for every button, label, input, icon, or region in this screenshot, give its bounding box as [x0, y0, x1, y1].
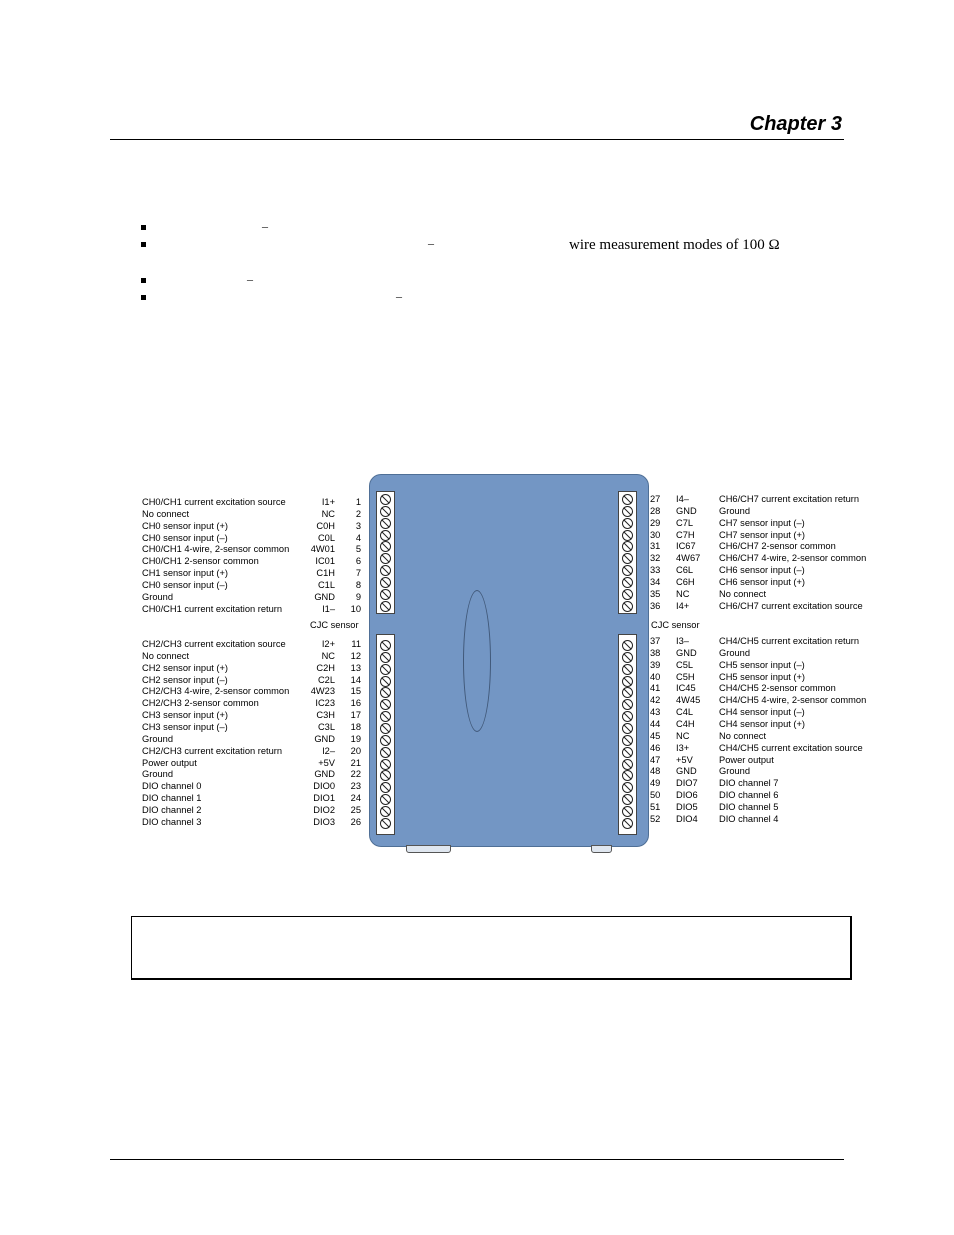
- pin-signal: C6L: [676, 565, 694, 576]
- pin-description: Ground: [719, 505, 751, 516]
- pin-description: CH0/CH1 4-wire, 2-sensor common: [142, 544, 290, 555]
- pin-description: CH0/CH1 2-sensor common: [142, 556, 259, 567]
- pin-number: 19: [350, 733, 361, 744]
- screw-terminal: [622, 640, 633, 651]
- pin-number: 14: [350, 674, 361, 685]
- pin-signal: GND: [314, 733, 335, 744]
- pin-signal: C0H: [316, 520, 335, 531]
- pin-signal: C5L: [676, 659, 694, 670]
- note-box: [131, 916, 852, 980]
- pin-number: 50: [650, 790, 661, 801]
- screw-terminal: [622, 747, 633, 758]
- pin-description: CH7 sensor input (–): [719, 517, 805, 528]
- pin-description: Ground: [719, 647, 751, 658]
- pin-signal: C3H: [316, 710, 335, 721]
- pin-number: 44: [650, 718, 661, 729]
- pin-signal: DIO6: [676, 790, 698, 801]
- pin-number: 13: [350, 662, 361, 673]
- pin-signal: +5V: [318, 757, 335, 768]
- pin-description: DIO channel 2: [142, 804, 202, 815]
- pin-description: DIO channel 6: [719, 790, 779, 801]
- pin-signal: NC: [676, 730, 690, 741]
- pin-number: 4: [355, 532, 361, 543]
- pin-number: 48: [650, 766, 661, 777]
- screw-terminal: [622, 723, 633, 734]
- screw-terminal: [380, 506, 391, 517]
- cjc-sensor-label-left: CJC sensor: [310, 620, 359, 630]
- pin-number: 39: [650, 659, 661, 670]
- device-enclosure: [369, 474, 649, 847]
- screw-terminal: [380, 577, 391, 588]
- pin-description: CH0 sensor input (–): [142, 579, 228, 590]
- pin-number: 6: [355, 556, 361, 567]
- pin-signal: C2H: [316, 662, 335, 673]
- screw-terminal: [622, 494, 633, 505]
- pin-description: CH6/CH7 current excitation return: [719, 494, 860, 504]
- pin-description: No connect: [142, 650, 190, 661]
- footer-rule: [110, 1159, 844, 1160]
- pin-description: DIO channel 3: [142, 816, 202, 827]
- pin-description: Power output: [719, 754, 774, 765]
- pin-signal: I3+: [676, 742, 690, 753]
- pin-description: Ground: [142, 769, 174, 780]
- pin-description: CH6 sensor input (–): [719, 565, 805, 576]
- screw-terminal: [622, 577, 633, 588]
- pin-signal: 4W23: [310, 686, 335, 697]
- pin-number: 36: [650, 600, 661, 611]
- pin-number: 26: [350, 816, 361, 827]
- header-rule: [110, 139, 844, 140]
- screw-terminal: [622, 818, 633, 829]
- pin-description: CH0 sensor input (–): [142, 532, 228, 543]
- pin-description: CH2 sensor input (–): [142, 674, 228, 685]
- bullet-2-text: wire measurement modes of 100 Ω: [569, 237, 780, 253]
- pin-signal: C1L: [317, 579, 335, 590]
- pin-description: CH6/CH7 2-sensor common: [719, 541, 836, 552]
- bullet-marker: [141, 278, 146, 283]
- pin-number: 30: [650, 529, 661, 540]
- pin-description: CH4/CH5 2-sensor common: [719, 683, 836, 694]
- pin-number: 24: [350, 793, 361, 804]
- pin-signal: I4+: [676, 600, 690, 611]
- screw-terminal: [622, 601, 633, 612]
- pin-number: 17: [350, 710, 361, 721]
- pin-description: CH2 sensor input (+): [142, 662, 229, 673]
- pin-signal: I1+: [321, 497, 335, 507]
- pin-description: CH6/CH7 current excitation source: [719, 600, 863, 611]
- pin-number: 45: [650, 730, 661, 741]
- pin-number: 12: [350, 650, 361, 661]
- pin-signal: C7L: [676, 517, 694, 528]
- pin-signal: GND: [676, 505, 697, 516]
- cjc-sensor-label-right: CJC sensor: [651, 620, 700, 630]
- screw-terminal: [380, 806, 391, 817]
- screw-terminal: [380, 601, 391, 612]
- pin-number: 51: [650, 801, 661, 812]
- pin-description: CH0 sensor input (+): [142, 520, 229, 531]
- pin-signal: GND: [314, 591, 335, 602]
- pin-description: CH2/CH3 current excitation return: [142, 745, 283, 756]
- screw-terminal: [380, 518, 391, 529]
- pin-number: 16: [350, 698, 361, 709]
- pin-signal: C6H: [676, 576, 695, 587]
- screw-terminal: [380, 676, 391, 687]
- pin-signal: I2+: [321, 639, 335, 649]
- device-foot-right: [591, 845, 612, 853]
- screw-terminal: [622, 759, 633, 770]
- pin-description: No connect: [719, 588, 767, 599]
- pin-signal: NC: [321, 650, 335, 661]
- screw-terminal: [622, 518, 633, 529]
- pin-signal: DIO2: [313, 804, 335, 815]
- pin-number: 10: [350, 603, 361, 614]
- screw-terminal: [380, 759, 391, 770]
- pin-signal: GND: [314, 769, 335, 780]
- pin-number: 33: [650, 565, 661, 576]
- screw-terminal: [380, 530, 391, 541]
- pin-number: 8: [355, 579, 361, 590]
- pin-number: 23: [350, 781, 361, 792]
- pin-signal: GND: [676, 647, 697, 658]
- pin-signal: C7H: [676, 529, 695, 540]
- pin-description: CH0/CH1 current excitation source: [142, 497, 286, 507]
- screw-terminal: [380, 723, 391, 734]
- pin-description: CH4 sensor input (–): [719, 707, 805, 718]
- pin-description: Ground: [142, 733, 174, 744]
- pin-description: CH2/CH3 2-sensor common: [142, 698, 259, 709]
- pin-number: 15: [350, 686, 361, 697]
- pin-signal: C4L: [676, 707, 694, 718]
- pin-number: 49: [650, 778, 661, 789]
- pin-number: 52: [650, 813, 661, 824]
- screw-terminal: [622, 652, 633, 663]
- pin-description: CH7 sensor input (+): [719, 529, 806, 540]
- pin-description: CH2/CH3 current excitation source: [142, 639, 286, 649]
- pin-number: 18: [350, 721, 361, 732]
- bullet-2-dash: –: [428, 236, 434, 250]
- pin-signal: 4W45: [676, 695, 701, 706]
- screw-terminal: [380, 589, 391, 600]
- pin-signal: NC: [676, 588, 690, 599]
- pin-signal: C1H: [316, 568, 335, 579]
- screw-terminal: [380, 735, 391, 746]
- pin-signal: I1–: [322, 603, 335, 614]
- pin-number: 29: [650, 517, 661, 528]
- pin-signal: GND: [676, 766, 697, 777]
- pin-description: Ground: [142, 591, 174, 602]
- pin-number: 7: [355, 568, 361, 579]
- pin-signal: C0L: [317, 532, 335, 543]
- device-oval-window: [463, 590, 491, 732]
- pin-description: CH2/CH3 4-wire, 2-sensor common: [142, 686, 290, 697]
- screw-terminal: [622, 794, 633, 805]
- pin-signal: C5H: [676, 671, 695, 682]
- pin-description: Power output: [142, 757, 197, 768]
- pin-description: CH6 sensor input (+): [719, 576, 806, 587]
- pin-number: 9: [355, 591, 361, 602]
- screw-terminal: [380, 640, 391, 651]
- pin-number: 25: [350, 804, 361, 815]
- screw-terminal: [380, 747, 391, 758]
- pin-description: Ground: [719, 766, 751, 777]
- pin-signal: DIO7: [676, 778, 698, 789]
- bullet-marker: [141, 225, 146, 230]
- pin-signal: I2–: [322, 745, 335, 756]
- pin-signal: I4–: [676, 494, 689, 504]
- pin-number: 46: [650, 742, 661, 753]
- bullet-3-dash: –: [247, 272, 253, 286]
- pin-number: 47: [650, 754, 661, 765]
- pin-signal: C3L: [317, 721, 335, 732]
- pin-number: 34: [650, 576, 661, 587]
- pin-signal: DIO4: [676, 813, 698, 824]
- pin-description: DIO channel 4: [719, 813, 779, 824]
- pin-number: 43: [650, 707, 661, 718]
- pin-number: 28: [650, 505, 661, 516]
- pin-number: 3: [355, 520, 361, 531]
- chapter-heading: Chapter 3: [749, 113, 842, 135]
- bullet-marker: [141, 242, 146, 247]
- pin-number: 1: [355, 497, 361, 507]
- screw-terminal: [622, 530, 633, 541]
- screw-terminal: [380, 664, 391, 675]
- pin-signal: NC: [321, 508, 335, 519]
- pin-signal: DIO1: [313, 793, 335, 804]
- pin-description: CH4 sensor input (+): [719, 718, 806, 729]
- pin-number: 22: [350, 769, 361, 780]
- pin-number: 41: [650, 683, 661, 694]
- pin-number: 5: [355, 544, 361, 555]
- pin-description: CH4/CH5 4-wire, 2-sensor common: [719, 695, 867, 706]
- pin-signal: DIO3: [313, 816, 335, 827]
- pin-number: 32: [650, 553, 661, 564]
- pin-number: 40: [650, 671, 661, 682]
- pin-number: 27: [650, 494, 661, 504]
- device-foot-left: [406, 845, 451, 853]
- pin-number: 31: [650, 541, 661, 552]
- pin-signal: 4W67: [676, 553, 701, 564]
- pin-signal: 4W01: [310, 544, 335, 555]
- screw-terminal: [622, 735, 633, 746]
- pin-signal: DIO0: [313, 781, 335, 792]
- pin-number: 42: [650, 695, 661, 706]
- screw-terminal: [380, 818, 391, 829]
- pin-number: 21: [350, 757, 361, 768]
- pin-signal: C4H: [676, 718, 695, 729]
- pin-number: 2: [355, 508, 361, 519]
- pin-description: CH1 sensor input (+): [142, 568, 229, 579]
- pin-signal: I3–: [676, 636, 689, 646]
- pin-description: CH3 sensor input (+): [142, 710, 229, 721]
- pin-number: 20: [350, 745, 361, 756]
- screw-terminal: [380, 494, 391, 505]
- pin-signal: IC23: [315, 698, 335, 709]
- pin-description: CH3 sensor input (–): [142, 721, 228, 732]
- pin-description: DIO channel 5: [719, 801, 779, 812]
- pin-signal: IC67: [676, 541, 696, 552]
- pin-number: 11: [351, 639, 361, 649]
- screw-terminal: [380, 652, 391, 663]
- pin-signal: IC01: [315, 556, 335, 567]
- bullet-marker: [141, 295, 146, 300]
- screw-terminal: [622, 664, 633, 675]
- bullet-1-dash: –: [262, 219, 268, 233]
- pin-description: CH6/CH7 4-wire, 2-sensor common: [719, 553, 867, 564]
- screw-terminal: [380, 794, 391, 805]
- pin-signal: DIO5: [676, 801, 698, 812]
- pin-signal: IC45: [676, 683, 696, 694]
- screw-terminal: [622, 589, 633, 600]
- pin-description: No connect: [719, 730, 767, 741]
- screw-terminal: [622, 506, 633, 517]
- pin-description: CH4/CH5 current excitation return: [719, 636, 860, 646]
- screw-terminal: [622, 806, 633, 817]
- pin-description: CH0/CH1 current excitation return: [142, 603, 283, 614]
- pin-signal: C2L: [317, 674, 335, 685]
- pin-number: 37: [650, 636, 661, 646]
- pin-description: DIO channel 1: [142, 793, 202, 804]
- pin-description: DIO channel 7: [719, 778, 779, 789]
- screw-terminal: [622, 676, 633, 687]
- pin-number: 35: [650, 588, 661, 599]
- pin-signal: +5V: [676, 754, 693, 765]
- pin-description: DIO channel 0: [142, 781, 202, 792]
- pin-description: CH4/CH5 current excitation source: [719, 742, 863, 753]
- pin-number: 38: [650, 647, 661, 658]
- pin-description: CH5 sensor input (–): [719, 659, 805, 670]
- bullet-4-dash: –: [396, 289, 402, 303]
- pin-description: CH5 sensor input (+): [719, 671, 806, 682]
- pin-description: No connect: [142, 508, 190, 519]
